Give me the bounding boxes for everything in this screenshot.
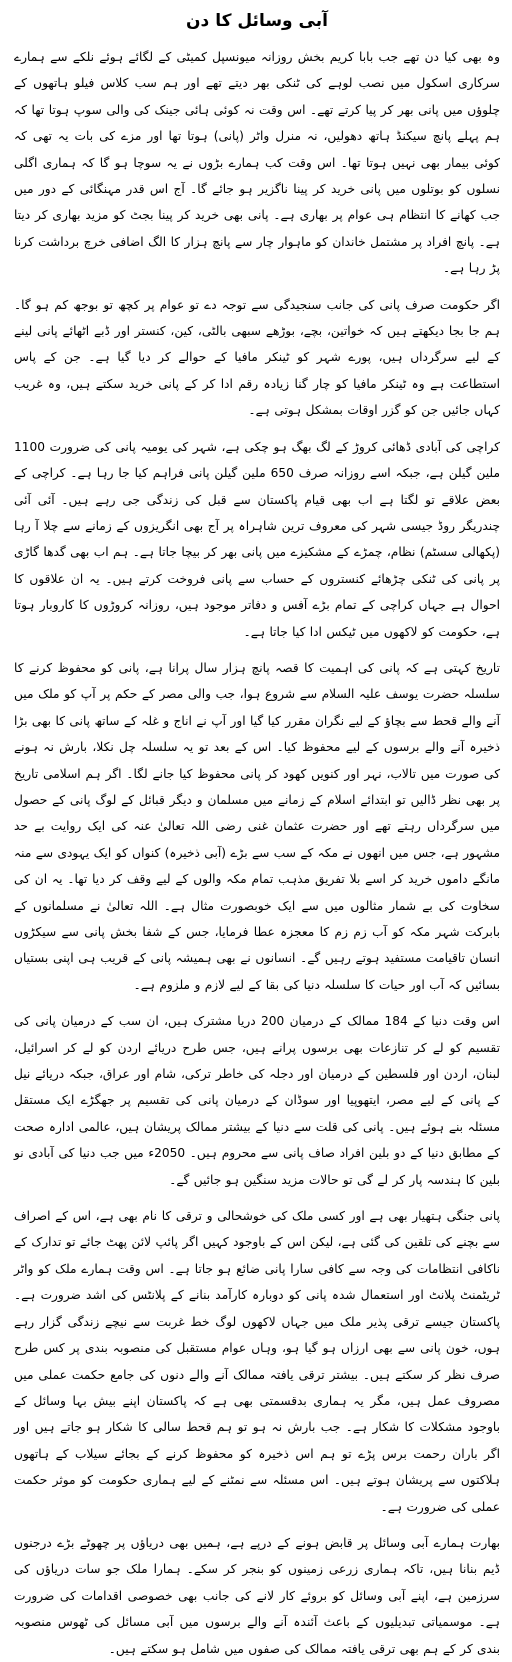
article-paragraph-5: اس وقت دنیا کے 184 ممالک کے درمیان 200 دریا مشترک ہیں، ان سب کے درمیان پانی کی تقسیم کو لے کر تنازعات بھی برسوں پرانے ہیں، جس طرح دریائے اردن کو لے کر اسرائیل، لبنان، اردن اور فلسطین کے درمیان اور دجلہ کی خاطر ترکی، شام اور عراق، جبکہ دریائے نیل کے پانی کے لیے مصر، ایتھوپیا اور سوڈان کے درمیان پانی کی تقسیم پر جھگڑے ایک مستقل مسئلہ بنے ہوئے ہیں۔ پانی کی قلت سے دنیا کے بیشتر ممالک پریشان ہیں، عالمی ادارہ صحت کے مطابق دنیا کے دو بلین افراد صاف پانی سے محروم ہیں۔ 2050ء میں جب دنیا کی آبادی نو بلین کا ہندسہ پار کر لے گی تو حالات مزید سنگین ہو جائیں گے۔ [14,1014,501,1187]
article-paragraph-2: اگر حکومت صرف پانی کی جانب سنجیدگی سے توجہ دے تو عوام پر کچھ تو بوجھ کم ہو گا۔ ہم جا بجا دیکھتے ہیں کہ خواتین، بچے، بوڑھے سبھی بالٹی، کین، کنستر اور ڈبے اٹھائے پانی لینے کے لیے سرگرداں ہیں، پورے شہر کو ٹینکر مافیا کے حوالے کر دیا گیا ہے۔ جن کے پاس استطاعت ہے وہ ٹینکر مافیا کو چار گنا زیادہ رقم ادا کر کے پانی خرید سکتے ہیں، وہ غریب کہاں جائیں جن کو گزر اوقات بمشکل ہوتی ہے۔ [14,297,500,418]
article-title: آبی وسائل کا دن [186,11,328,31]
article-paragraph-4: تاریخ کہتی ہے کہ پانی کی اہمیت کا قصہ پانچ ہزار سال پرانا ہے، پانی کو محفوظ کرنے کا سلسلہ حضرت یوسف علیہ السلام سے شروع ہوا، جب والی مصر کے حکم پر آپ کو ملک میں آنے والے قحط سے بچاؤ کے لیے نگران مقرر کیا گیا اور آپ نے اناج و غلہ کے ساتھ پانی کا بھی بڑا ذخیرہ آنے والے برسوں کے لیے محفوظ کیا۔ اس کے بعد تو یہ سلسلہ چل نکلا، بارش نہ ہونے کی صورت میں تالاب، نہر اور کنویں کھود کر پانی محفوظ کیا جانے لگا۔ اگر ہم اسلامی تاریخ پر بھی نظر ڈالیں تو ابتدائے اسلام کے زمانے میں مسلمان و دیگر قبائل کے لوگ پانی کے حصول میں سرگرداں رہتے تھے اور حضرت عثمان غنی رضی اللہ تعالیٰ عنہ کی ایک روایت بے حد مشہور ہے، جس میں انھوں نے مکہ کے سب سے بڑے (آبی ذخیرہ) کنواں کو ایک یہودی سے منہ مانگے داموں خرید کر اسے بلا تفریق مذہب تمام مکہ والوں کے لیے وقف کر دیا تھا۔ یہ ان کی سخاوت کی بے شمار مثالوں میں سے ایک خوبصورت مثال ہے۔ اللہ تعالیٰ نے مسلمانوں کے بابرکت شہر مکہ کو آب زم زم کا معجزہ عطا فرمایا، جس کے شفا بخش پانی سے سیکڑوں انسان تاقیامت مستفید ہوتے رہیں گے۔ انسانوں نے بھی ہمیشہ پانی کے قریب ہی اپنی بستیاں بسائیں کہ آب اور حیات کا سلسلہ دنیا کی بقا کے لیے لازم و ملزوم ہے۔ [14,660,500,992]
article-paragraph-1: وہ بھی کیا دن تھے جب بابا کریم بخش روزانہ میونسپل کمیٹی کے لگائے ہوئے نلکے سے ہمارے سرکاری اسکول میں نصب لوہے کی ٹنکی بھر دیتے تھے اور ہم سب کلاس فیلو ہاتھوں کے چلوؤں میں پانی بھر کر پیا کرتے تھے۔ اس وقت نہ کوئی ہائی جینک کی والی سوپ ہوتا تھا کہ ہم پہلے پانچ سیکنڈ ہاتھ دھولیں، نہ منرل واٹر (پانی) ہوتا تھا اور مزے کی بات یہ تھی کہ کوئی بیمار بھی نہیں ہوتا تھا۔ اس وقت کب ہمارے بڑوں نے یہ سوچا ہو گا کہ ہماری اگلی نسلوں کو بوتلوں میں پانی خرید کر پینا ناگزیر ہو جائے گا۔ آج اس قدر مہنگائی کے دور میں جب کھانے کا انتظام ہی عوام پر بھاری ہے۔ پانی بھی خرید کر پینا بجٹ کو مزید بھاری کر دیتا ہے۔ پانچ افراد پر مشتمل خاندان کو ماہوار چار سے پانچ ہزار کا الگ اضافی خرچ برداشت کرنا پڑ رہا ہے۔ [14,50,500,276]
article-page [0,10,512,1656]
article-paragraph-6: پانی جنگی ہتھیار بھی ہے اور کسی ملک کی خوشحالی و ترقی کا نام بھی ہے، اس کے اصراف سے بچنے کی تلقین کی گئی ہے، لیکن اس کے باوجود کہیں اگر پائپ لائن پھٹ جائے تو تدارک کے ناکافی انتظامات کی وجہ سے کافی سارا پانی ضائع ہو جاتا ہے۔ اس وقت ہمارے ملک کو واٹر ٹریٹمنٹ پلانٹ اور استعمال شدہ پانی کو دوبارہ کارآمد بنانے کے پلانٹس کی اشد ضرورت ہے۔ پاکستان جیسے ترقی پذیر ملک میں جہاں لاکھوں لوگ خط غربت سے نیچے زندگی گزار رہے ہوں، خون پانی سے بھی ارزاں ہو گیا ہو، وہاں عوام مستقبل کی منصوبہ بندی پر کس طرح صرف نظر کر سکتے ہیں۔ بیشتر ترقی یافتہ ممالک آنے والے دنوں کی جامع حکمت عملی میں مصروف عمل ہیں، مگر یہ ہماری بدقسمتی بھی ہے کہ پاکستان اپنے بیش بہا وسائل کے باوجود مشکلات کا شکار ہے۔ جب بارش نہ ہو تو ہم قحط سالی کا شکار ہو جاتے ہیں اور اگر باران رحمت برس پڑے تو ہم اس ذخیرہ کو محفوظ کرنے کے بجائے سیلاب کے ہاتھوں ہلاکتوں سے پریشان ہوتے ہیں۔ اس مسئلہ سے نمٹنے کے لیے ہماری حکومت کو موثر حکمت عملی کی ضرورت ہے۔ [14,1209,500,1514]
article-paragraph-7: بھارت ہمارے آبی وسائل پر قابض ہونے کے درپے ہے، ہمیں بھی دریاؤں پر چھوٹے بڑے درجنوں ڈیم بنانا ہیں، تاکہ ہماری زرعی زمینوں کو بنجر کر سکے۔ ہمارا ملک جو سات دریاؤں کی سرزمین ہے، اپنے آبی وسائل کو بروئے کار لانے کی جانب بھی خصوصی اقدامات کی ضرورت ہے۔ موسمیاتی تبدیلیوں کے باعث آئندہ آنے والے برسوں میں آبی مسائل کی ٹھوس منصوبہ بندی کر کے ہم بھی ترقی یافتہ ممالک کی صفوں میں شامل ہو سکتے ہیں۔ [14,1535,500,1656]
article-paragraph-3: کراچی کی آبادی ڈھائی کروڑ کے لگ بھگ ہو چکی ہے، شہر کی یومیہ پانی کی ضرورت 1100 ملین گیلن ہے، جبکہ اسے روزانہ صرف 650 ملین گیلن پانی فراہم کیا جا رہا ہے۔ کراچی کے بعض علاقے تو لگتا ہے اب بھی قیام پاکستان سے قبل کی زندگی جی رہے ہیں۔ آئی آئی چندریگر روڈ جیسی شہر کی معروف ترین شاہراہ پر آج بھی انگریزوں کے زمانے سے چلا آ رہا (پکھالی سسٹم) نظام، چمڑے کے مشکیزے میں پانی بھر کر بیچا جاتا ہے۔ ہم اب بھی گدھا گاڑی پر پانی کی ٹنکی چڑھائے کنستروں کے حساب سے پانی فروخت کرتے ہیں۔ یہ ان علاقوں کا احوال ہے جہاں کراچی کے تمام بڑے آفس و دفاتر موجود ہیں، روزانہ کروڑوں کا کاروبار ہوتا ہے، حکومت کو لاکھوں میں ٹیکس ادا کیا جاتا ہے۔ [14,439,500,639]
